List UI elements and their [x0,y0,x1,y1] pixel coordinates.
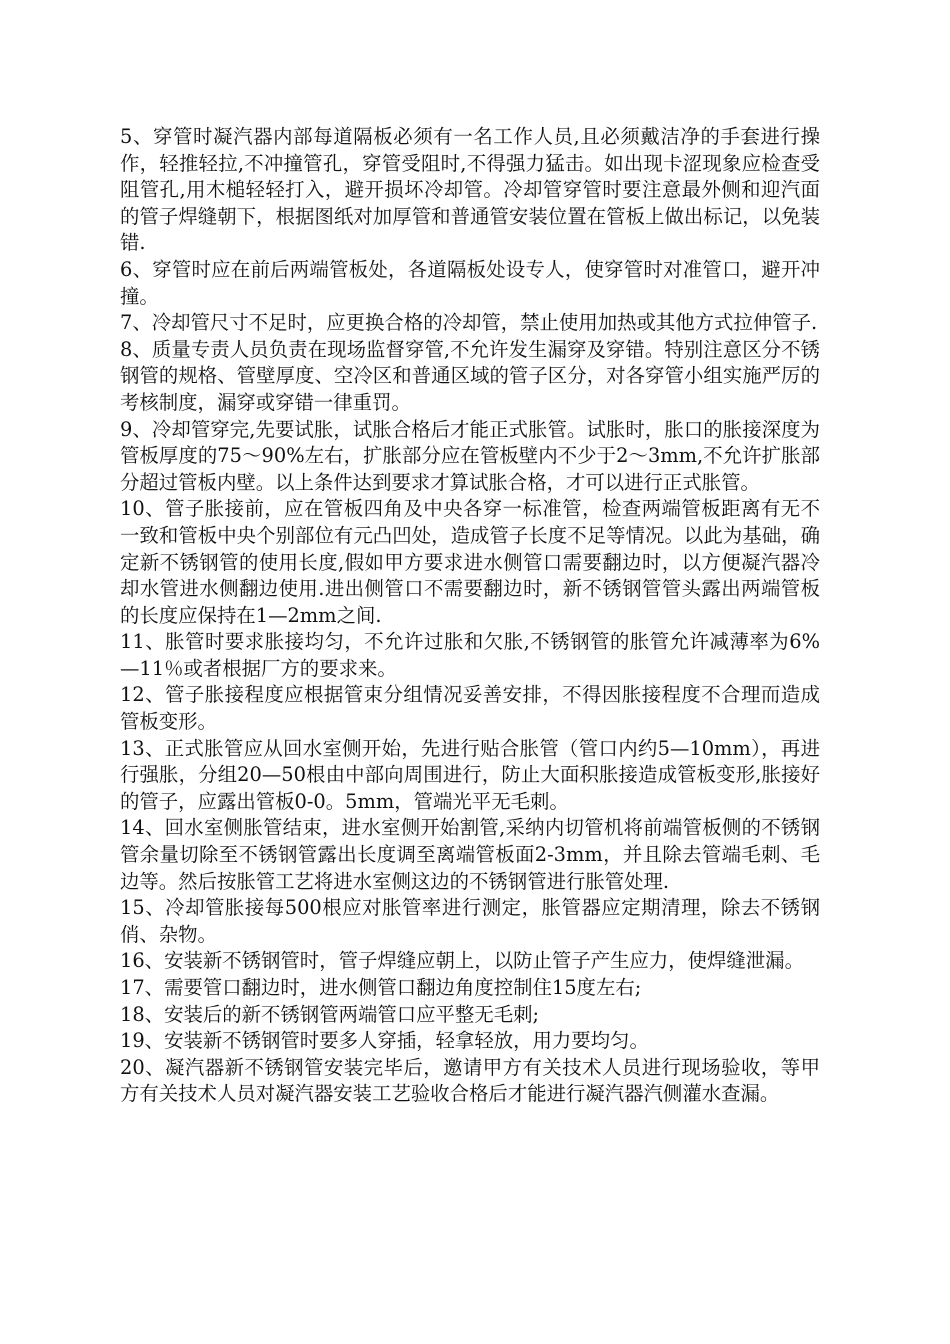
paragraph-item-16: 16、安装新不锈钢管时，管子焊缝应朝上，以防止管子产生应力，使焊缝泄漏。 [120,949,804,973]
paragraph-item-20: 20、凝汽器新不锈钢管安装完毕后，邀请甲方有关技术人员进行现场验收，等甲方有关技术人员对凝汽器安装工艺验收合格后才能进行凝汽器汽侧灌水查漏。 [120,1055,820,1106]
paragraph-item-14: 14、回水室侧胀管结束，进水室侧开始割管,采纳内切管机将前端管板侧的不锈钢管余量切除至不锈钢管露出长度调至离端管板面2-3mm，并且除去管端毛刺、毛边等。然后按胀管工艺将进水室侧这边的不锈钢管进行胀管处理. [120,816,820,893]
paragraph-item-11: 11、胀管时要求胀接均匀，不允许过胀和欠胀,不锈钢管的胀管允许减薄率为6%—11％或者根据厂方的要求来。 [120,630,820,680]
paragraph-item-15: 15、冷却管胀接每500根应对胀管率进行测定，胀管器应定期清理，除去不锈钢俏、杂物。 [120,896,820,946]
paragraph-item-18: 18、安装后的新不锈钢管两端管口应平整无毛刺; [120,1002,540,1026]
paragraph-item-8: 8、质量专责人员负责在现场监督穿管,不允许发生漏穿及穿错。特别注意区分不锈钢管的规格、管壁厚度、空冷区和普通区域的管子区分，对各穿管小组实施严厉的考核制度，漏穿或穿错一律重罚。 [120,337,820,414]
paragraph-item-17: 17、需要管口翻边时，进水侧管口翻边角度控制住15度左右; [120,976,642,999]
paragraph-item-10: 10、管子胀接前，应在管板四角及中央各穿一标准管，检查两端管板距离有无不一致和管板中央个别部位有元凸凹处，造成管子长度不足等情况。以此为基础，确定新不锈钢管的使用长度,假如甲方要求进水侧管口需要翻边时，以方便凝汽器冷却水管进水侧翻边使用.进出侧管口不需要翻边时，新不锈钢管管头露出两端管板的长度应保持在1—2mm之间. [120,497,820,627]
paragraph-item-6: 6、穿管时应在前后两端管板处，各道隔板处设专人，使穿管时对准管口，避开冲撞。 [120,257,820,308]
paragraph-item-5: 5、穿管时凝汽器内部每道隔板必须有一名工作人员,且必须戴洁净的手套进行操作，轻推轻拉,不冲撞管孔，穿管受阻时,不得强力猛击。如出现卡涩现象应检查受阻管孔,用木槌轻轻打入，避开损坏冷却管。冷却管穿管时要注意最外侧和迎汽面的管子焊缝朝下，根据图纸对加厚管和普通管安装位置在管板上做出标记，以免装错. [120,125,820,255]
paragraph-item-9: 9、冷却管穿完,先要试胀，试胀合格后才能正式胀管。试胀时，胀口的胀接深度为管板厚度的75～90%左右，扩胀部分应在管板壁内不少于2～3mm,不允许扩胀部分超过管板内壁。以上条件达到要求才算试胀合格，才可以进行正式胀管。 [120,417,820,494]
paragraph-item-12: 12、管子胀接程度应根据管束分组情况妥善安排，不得因胀接程度不合理而造成管板变形。 [120,683,820,734]
paragraph-item-7: 7、冷却管尺寸不足时，应更换合格的冷却管，禁止使用加热或其他方式拉伸管子. [120,311,818,335]
paragraph-item-13: 13、正式胀管应从回水室侧开始，先进行贴合胀管（管口内约5—10mm），再进行强胀，分组20—50根由中部向周围进行，防止大面积胀接造成管板变形,胀接好的管子，应露出管板0-0。5mm，管端光平无毛刺。 [120,736,820,813]
document-body [120,124,820,1108]
paragraph-item-19: 19、安装新不锈钢管时要多人穿插，轻拿轻放，用力要均匀。 [120,1029,649,1053]
